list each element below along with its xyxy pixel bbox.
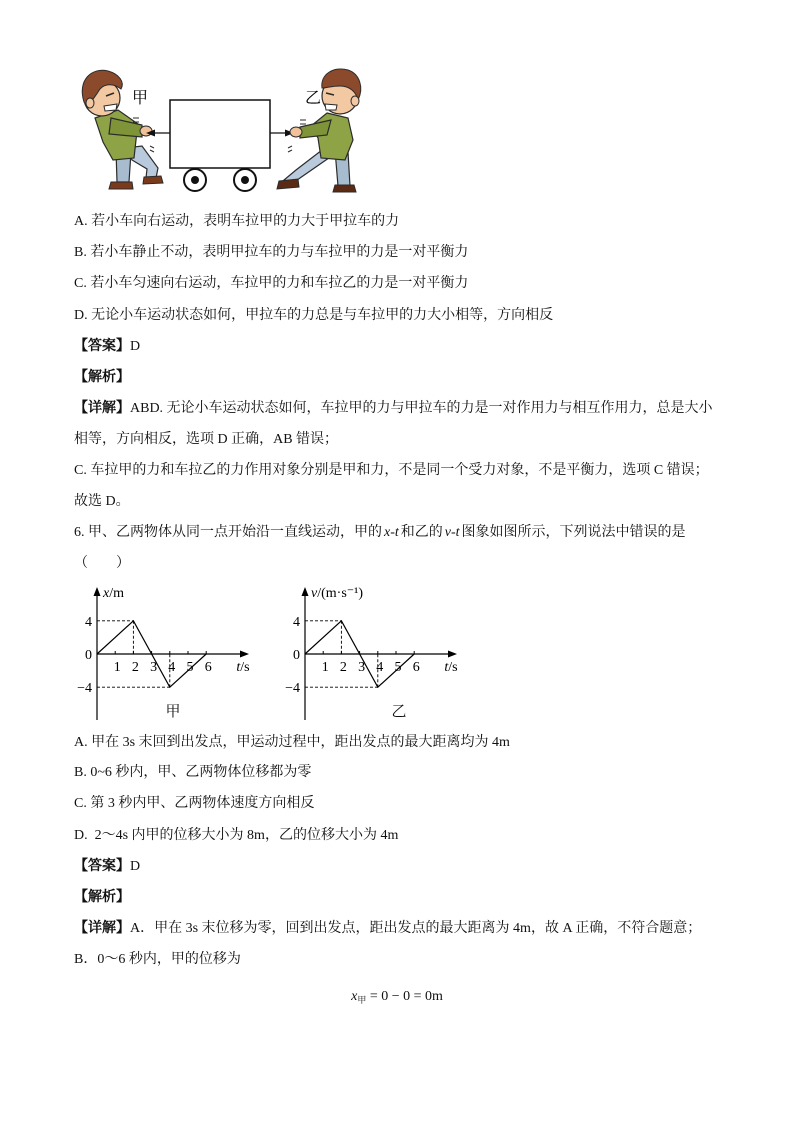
- person-yi-figure: [277, 69, 361, 192]
- stem-term: v-t: [444, 525, 460, 540]
- answer-value: D: [130, 339, 141, 354]
- y-tick-label: −4: [77, 681, 92, 697]
- v-t-graph: [278, 580, 468, 725]
- x-tick-label: 4: [168, 660, 176, 675]
- y-axis-label: x/m: [103, 586, 124, 601]
- displacement-formula: [351, 987, 443, 1010]
- detail-line: [74, 399, 713, 419]
- option-b: B. 若小车静止不动，表明甲拉车的力与车拉甲的力是一对平衡力: [74, 245, 469, 260]
- cart-wheel: [184, 169, 206, 191]
- y-tick-label: −4: [285, 681, 300, 697]
- stem-text: 6. 甲、乙两物体从同一点开始沿一直线运动，甲的: [74, 525, 382, 540]
- detail-label: 【详解】: [74, 401, 130, 416]
- x-tick-label: 1: [321, 660, 329, 675]
- origin-label: 0: [293, 648, 300, 663]
- detail-line: 相等，方向相反，选项 D 正确，AB 错误；: [74, 432, 339, 447]
- formula-variable: x: [351, 989, 358, 1004]
- answer-line: [74, 337, 140, 357]
- y-axis-arrow: [94, 587, 101, 596]
- detail-text: A．甲在 3s 末位移为零，回到出发点，距出发点的最大距离为 4m，故 A 正确，不符合题意；: [130, 921, 702, 936]
- cart-wheel: [234, 169, 256, 191]
- option-a: A. 甲在 3s 末回到出发点，甲运动过程中，距出发点的最大距离均为 4m: [74, 735, 510, 750]
- question-stem: [74, 523, 686, 543]
- detail-line: [74, 919, 701, 939]
- option-b: B. 0~6 秒内，甲、乙两物体位移都为零: [74, 765, 312, 780]
- option-c: C. 第 3 秒内甲、乙两物体速度方向相反: [74, 796, 315, 811]
- x-tick-label: 3: [358, 660, 366, 675]
- cart-box: [170, 100, 270, 168]
- answer-label: 【答案】: [74, 339, 130, 354]
- x-axis-arrow: [240, 651, 249, 658]
- y-axis-arrow: [302, 587, 309, 596]
- x-tick-label: 5: [394, 660, 402, 675]
- x-tick-label: 5: [186, 660, 194, 675]
- answer-line: [74, 857, 140, 877]
- origin-label: 0: [85, 648, 92, 663]
- option-c: C. 若小车匀速向右运动，车拉甲的力和车拉乙的力是一对平衡力: [74, 276, 469, 291]
- analysis-label: 【解析】: [74, 370, 130, 385]
- y-tick-label: 4: [85, 614, 92, 630]
- graph-caption: 甲: [165, 704, 181, 720]
- analysis-label: 【解析】: [74, 890, 130, 905]
- option-d: D. 2～4s 内甲的位移大小为 8m，乙的位移大小为 4m: [74, 828, 399, 843]
- formula-rest: = 0 − 0 = 0m: [366, 989, 443, 1004]
- person-jia-figure: [82, 70, 163, 189]
- y-tick-label: 4: [293, 614, 300, 630]
- x-tick-label: 6: [412, 660, 420, 675]
- formula-subscript: 甲: [357, 995, 367, 1005]
- detail-line: 故选 D。: [74, 494, 130, 509]
- x-tick-label: 4: [376, 660, 384, 675]
- option-d: D. 无论小车运动状态如何，甲拉车的力总是与车拉甲的力大小相等，方向相反: [74, 308, 554, 323]
- detail-line: C. 车拉甲的力和车拉乙的力作用对象分别是甲和力，不是同一个受力对象，不是平衡力，选项 C 错误；: [74, 463, 709, 478]
- x-axis-label: t/s: [444, 660, 458, 675]
- stem-term: x-t: [384, 525, 399, 540]
- detail-label: 【详解】: [74, 921, 130, 936]
- x-tick-label: 2: [339, 660, 347, 675]
- graph-caption: 乙: [391, 704, 407, 720]
- x-tick-label: 3: [150, 660, 158, 675]
- answer-label: 【答案】: [74, 859, 130, 874]
- x-tick-label: 2: [131, 660, 139, 675]
- detail-text: ABD. 无论小车运动状态如何，车拉甲的力与甲拉车的力是一对作用力与相互作用力，总是大小: [130, 401, 713, 416]
- y-axis-label: v/(m·s⁻¹): [311, 586, 364, 601]
- person-yi-label: 乙: [304, 90, 322, 107]
- tug-of-cart-illustration: [60, 60, 370, 200]
- detail-line: B．0～6 秒内，甲的位移为: [74, 952, 241, 967]
- x-axis-arrow: [448, 651, 457, 658]
- answer-value: D: [130, 859, 141, 874]
- stem-text: 和乙的: [400, 525, 443, 540]
- x-tick-label: 6: [204, 660, 212, 675]
- option-a: A. 若小车向右运动，表明车拉甲的力大于甲拉车的力: [74, 214, 400, 229]
- x-tick-label: 1: [113, 660, 121, 675]
- x-axis-label: t/s: [236, 660, 250, 675]
- answer-blank: （ ）: [74, 556, 130, 571]
- person-jia-label: 甲: [131, 90, 149, 107]
- stem-text: 图象如图所示，下列说法中错误的是: [461, 525, 686, 540]
